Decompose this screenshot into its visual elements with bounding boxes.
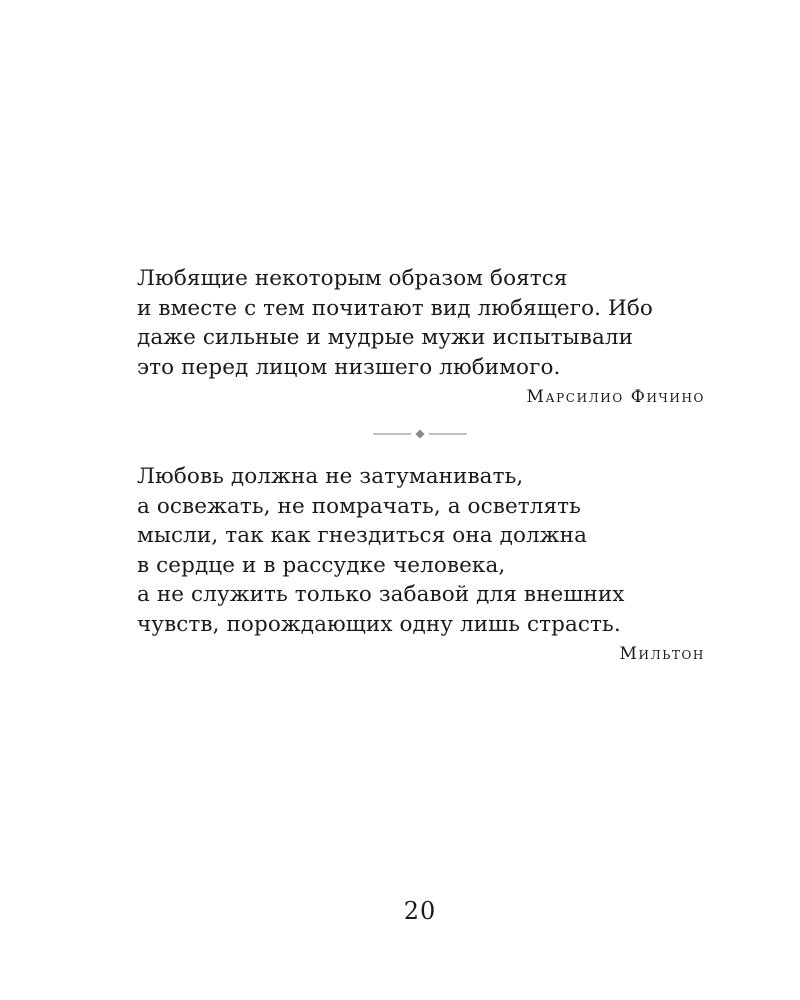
author-name: Мильтон xyxy=(619,644,705,664)
quote-line: это перед лицом низшего любимого. xyxy=(137,354,561,380)
quote-line: мысли, так как гнездиться она должна xyxy=(137,523,587,548)
author-name: Марсилио Фичино xyxy=(526,387,705,407)
quote-line: даже сильные и мудрые мужи испытывали xyxy=(137,325,634,350)
quote-ficino xyxy=(137,264,705,410)
quote-line: а освежать, не помрачать, а осветлять xyxy=(137,493,581,519)
quote-milton xyxy=(137,462,705,667)
quote-attribution xyxy=(137,384,705,410)
quote-line: и вместе с тем почитают вид любящего. Ибо xyxy=(137,295,653,321)
quote-line: а не служить только забавой для внешних xyxy=(137,582,625,607)
quote-line: чувств, порождающих одну лишь страсть. xyxy=(137,611,621,637)
quote-line: Любящие некоторым образом боятся xyxy=(137,266,568,291)
diamond-divider-icon xyxy=(373,427,467,441)
quote-line: Любовь должна не затуманивать, xyxy=(137,464,524,489)
quote-attribution xyxy=(137,641,705,667)
page-number: 20 xyxy=(403,897,437,925)
quote-line: в сердце и в рассудке человека, xyxy=(137,552,506,578)
